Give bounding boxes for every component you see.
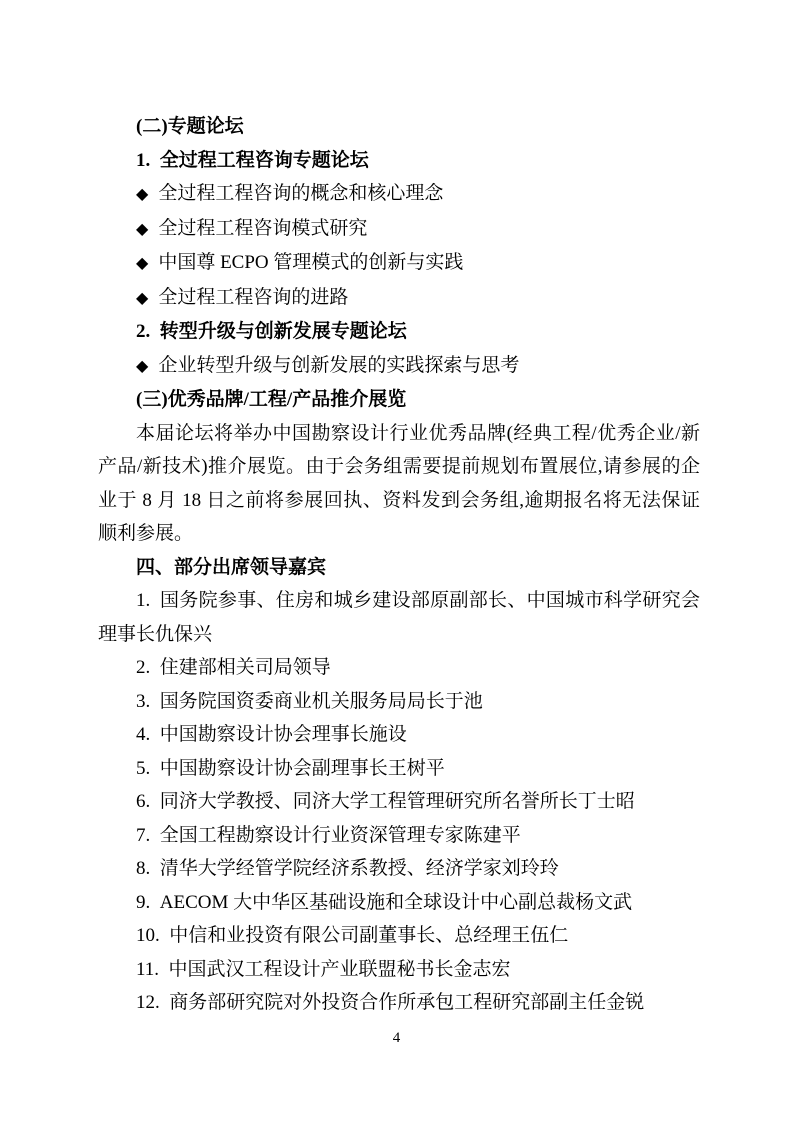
guest-number: 1.	[136, 590, 151, 611]
guest-item	[98, 651, 700, 685]
guest-number: 4.	[136, 724, 151, 745]
exhibition-paragraph: 本届论坛将举办中国勘察设计行业优秀品牌(经典工程/优秀企业/新产品/新技术)推介展览。由于会务组需要提前规划布置展位,请参展的企业于 8 月 18 日之前将参展回执、资料发到会务组,逾期报名将无法保证顺利参展。	[98, 422, 700, 544]
guest-text: 中信和业投资有限公司副董事长、总经理王伍仁	[169, 925, 569, 946]
guest-item	[98, 685, 700, 719]
forum2-title	[98, 315, 700, 349]
forum1-topic-text: 全过程工程咨询的进路	[158, 286, 349, 308]
guest-item	[98, 886, 700, 920]
guest-item	[98, 584, 700, 651]
guest-text: AECOM 大中华区基础设施和全球设计中心副总裁杨文武	[159, 891, 633, 913]
guest-text: 清华大学经管学院经济系教授、经济学家刘玲玲	[159, 858, 559, 879]
guest-text: 国务院国资委商业机关服务局局长于池	[159, 690, 483, 712]
guest-text: 中国勘察设计协会理事长施设	[159, 724, 407, 745]
forum2-title-text: 转型升级与创新发展专题论坛	[159, 321, 407, 342]
forum1-title-text: 全过程工程咨询专题论坛	[159, 149, 369, 171]
guest-text: 国务院参事、住房和城乡建设部原副部长、中国城市科学研究会理事长仇保兴	[98, 590, 700, 645]
guest-number: 7.	[136, 824, 151, 846]
diamond-bullet-icon: ◆	[136, 220, 149, 238]
guest-text: 全国工程勘察设计行业资深管理专家陈建平	[159, 824, 521, 846]
guest-text: 住建部相关司局领导	[159, 657, 331, 678]
section-heading-forums: (二)专题论坛	[136, 116, 244, 137]
guest-number: 9.	[136, 891, 151, 913]
guest-number: 11.	[136, 958, 160, 980]
forum1-topic	[98, 281, 700, 316]
guest-text: 同济大学教授、同济大学工程管理研究所名誉所长丁士昭	[159, 791, 635, 812]
section-heading-exhibition: (三)优秀品牌/工程/产品推介展览	[136, 389, 407, 410]
guest-number: 2.	[136, 657, 151, 678]
forum1-topic	[98, 212, 700, 247]
guest-number: 12.	[136, 992, 160, 1013]
guest-text: 中国武汉工程设计产业联盟秘书长金志宏	[168, 958, 511, 980]
forum1-title	[98, 144, 700, 178]
forum1-topic-text: 全过程工程咨询的概念和核心理念	[158, 183, 444, 204]
forum1-number: 1.	[136, 149, 151, 171]
guest-item	[98, 953, 700, 987]
forum1-topic	[98, 246, 700, 281]
diamond-bullet-icon: ◆	[136, 186, 149, 203]
guest-number: 10.	[136, 925, 160, 946]
guest-item	[98, 718, 700, 752]
diamond-bullet-icon: ◆	[136, 255, 149, 272]
guest-number: 6.	[136, 791, 151, 812]
forum2-topic-text: 企业转型升级与创新发展的实践探索与思考	[158, 354, 520, 376]
guest-item	[98, 819, 700, 853]
guest-item	[98, 752, 700, 786]
guest-number: 8.	[136, 858, 151, 879]
diamond-bullet-icon: ◆	[136, 289, 149, 307]
guest-text: 中国勘察设计协会副理事长王树平	[159, 757, 445, 779]
page-number: 4	[392, 1030, 401, 1046]
forum1-topic-text: 全过程工程咨询模式研究	[158, 217, 368, 239]
forum1-topic-text: 中国尊 ECPO 管理模式的创新与实践	[158, 252, 464, 273]
guest-text: 商务部研究院对外投资合作所承包工程研究部副主任金锐	[169, 992, 645, 1013]
guest-item	[98, 919, 700, 953]
guest-number: 3.	[136, 690, 151, 712]
section-heading-guests: 四、部分出席领导嘉宾	[136, 556, 327, 578]
forum1-topic	[98, 177, 700, 212]
document-body	[98, 110, 700, 1020]
diamond-bullet-icon: ◆	[136, 357, 149, 375]
guest-item	[98, 785, 700, 819]
forum2-topic	[98, 349, 700, 384]
guest-number: 5.	[136, 757, 151, 779]
guest-item	[98, 986, 700, 1020]
forum2-number: 2.	[136, 321, 151, 342]
guest-item	[98, 852, 700, 886]
